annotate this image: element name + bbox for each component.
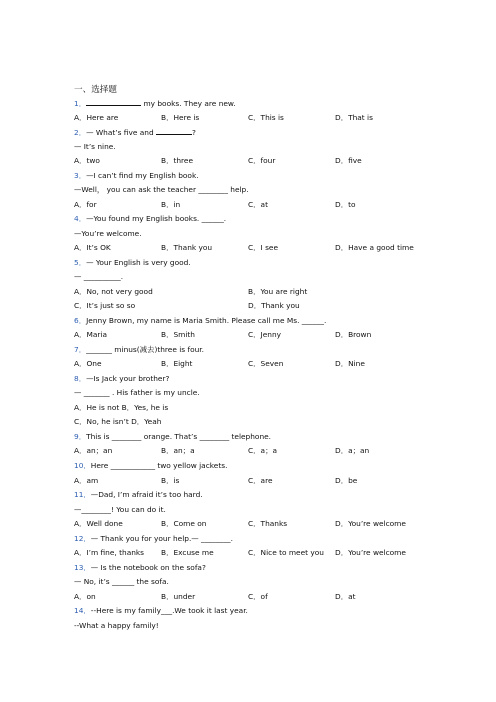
- question-stem: Here ____________ two yellow jackets.: [90, 461, 228, 470]
- question-stem: —Dad, I’m afraid it’s too hard.: [90, 490, 203, 499]
- question-2: [74, 127, 196, 138]
- option-a: A．two: [74, 156, 100, 165]
- question-10: [74, 461, 227, 471]
- option-d: D．Have a good time: [335, 243, 414, 252]
- question-number: 5．: [74, 258, 87, 267]
- option-c: C．Jenny: [248, 330, 282, 339]
- question-stem-end: ?: [191, 128, 196, 137]
- question-13-reply: — No, it’s ______ the sofa.: [74, 577, 169, 586]
- question-number: 12．: [74, 534, 91, 543]
- question-stem: This is ________ orange. That’s ________ telephone.: [86, 432, 272, 441]
- answer-blank: [86, 98, 141, 106]
- option-a: A．No, not very good: [74, 287, 153, 296]
- option-c: C．Thanks: [248, 519, 288, 528]
- question-4: [74, 214, 226, 224]
- question-number: 3．: [74, 171, 87, 180]
- option-a: A．an；an: [74, 446, 113, 455]
- answer-blank: [156, 127, 192, 135]
- question-stem: — What’s five and: [86, 128, 156, 137]
- question-stem: — Thank you for your help.— ________.: [90, 534, 233, 543]
- option-d: D．That is: [335, 113, 373, 122]
- question-2-reply: — It’s nine.: [74, 142, 116, 151]
- question-stem: _______ minus(减去)three is four.: [86, 345, 205, 354]
- option-d: D．a；an: [335, 446, 370, 455]
- question-stem: —Is Jack your brother?: [86, 374, 170, 383]
- option-b: B．You are right: [248, 287, 308, 296]
- question-number: 10．: [74, 461, 91, 470]
- section-title: 一、选择题: [74, 85, 117, 95]
- option-b: B．Here is: [161, 113, 200, 122]
- option-c: C．Seven: [248, 359, 284, 368]
- option-b: B．under: [161, 592, 196, 601]
- option-a: A．am: [74, 476, 99, 485]
- option-a: A．I’m fine, thanks: [74, 548, 145, 557]
- question-5-reply: — __________.: [74, 272, 124, 281]
- question-stem: —You found my English books. ______.: [86, 214, 227, 223]
- option-b: B．Eight: [161, 359, 193, 368]
- question-stem: Jenny Brown, my name is Maria Smith. Please call me Ms. ______.: [86, 316, 327, 325]
- option-d: D．You’re welcome: [335, 519, 406, 528]
- option-c: C．four: [248, 156, 276, 165]
- option-c: C．are: [248, 476, 273, 485]
- option-a: A．for: [74, 200, 97, 209]
- question-13: [74, 563, 206, 573]
- option-a: A．Maria: [74, 330, 107, 339]
- options-line-1: A．He is not B．Yes, he is: [74, 403, 169, 412]
- question-14: [74, 606, 248, 616]
- question-number: 9．: [74, 432, 87, 441]
- question-11: [74, 490, 203, 500]
- option-d: D．be: [335, 476, 358, 485]
- question-stem: — Your English is very good.: [86, 258, 191, 267]
- question-8-reply: — _______ . His father is my uncle.: [74, 388, 200, 397]
- option-d: D．Thank you: [248, 301, 300, 310]
- question-14-reply: --What a happy family!: [74, 621, 159, 630]
- option-b: B．three: [161, 156, 194, 165]
- question-12: [74, 534, 233, 544]
- option-b: B．in: [161, 200, 181, 209]
- option-c: C．It’s just so so: [74, 301, 136, 310]
- option-c: C．a；a: [248, 446, 277, 455]
- option-b: B．is: [161, 476, 180, 485]
- question-3: [74, 171, 199, 181]
- question-number: 8．: [74, 374, 87, 383]
- question-number: 2．: [74, 128, 87, 137]
- option-a: A．on: [74, 592, 96, 601]
- question-number: 4．: [74, 214, 87, 223]
- option-a: A．Well done: [74, 519, 123, 528]
- question-number: 14．: [74, 606, 91, 615]
- question-4-reply: —You’re welcome.: [74, 229, 142, 238]
- option-b: B．Thank you: [161, 243, 213, 252]
- question-6: [74, 316, 326, 326]
- option-a: A．Here are: [74, 113, 119, 122]
- question-number: 1．: [74, 99, 87, 108]
- option-a: A．One: [74, 359, 102, 368]
- option-c: C．at: [248, 200, 268, 209]
- question-stem: —I can’t find my English book.: [86, 171, 199, 180]
- question-stem: my books. They are new.: [141, 99, 236, 108]
- question-11-reply: —________! You can do it.: [74, 505, 166, 514]
- option-d: D．Nine: [335, 359, 365, 368]
- question-number: 7．: [74, 345, 87, 354]
- question-9: [74, 432, 271, 442]
- question-8: [74, 374, 169, 384]
- option-b: B．Smith: [161, 330, 195, 339]
- question-stem: — Is the notebook on the sofa?: [90, 563, 206, 572]
- option-b: B．Excuse me: [161, 548, 214, 557]
- option-a: A．It’s OK: [74, 243, 111, 252]
- option-c: C．of: [248, 592, 268, 601]
- option-d: D．five: [335, 156, 362, 165]
- option-c: C．I see: [248, 243, 279, 252]
- question-stem: --Here is my family___.We took it last year.: [90, 606, 248, 615]
- options-line-2: C．No, he isn’t D．Yeah: [74, 417, 162, 426]
- question-5: [74, 258, 191, 268]
- question-number: 13．: [74, 563, 91, 572]
- question-1: [74, 98, 236, 109]
- option-b: B．Come on: [161, 519, 207, 528]
- option-d: D．to: [335, 200, 356, 209]
- question-number: 11．: [74, 490, 91, 499]
- option-c: C．Nice to meet you: [248, 548, 324, 557]
- question-7: [74, 345, 204, 355]
- question-3-reply: —Well， you can ask the teacher ________ help.: [74, 185, 249, 194]
- option-d: D．You’re welcome: [335, 548, 406, 557]
- question-number: 6．: [74, 316, 87, 325]
- option-d: D．at: [335, 592, 356, 601]
- option-d: D．Brown: [335, 330, 372, 339]
- option-c: C．This is: [248, 113, 284, 122]
- option-b: B．an；a: [161, 446, 195, 455]
